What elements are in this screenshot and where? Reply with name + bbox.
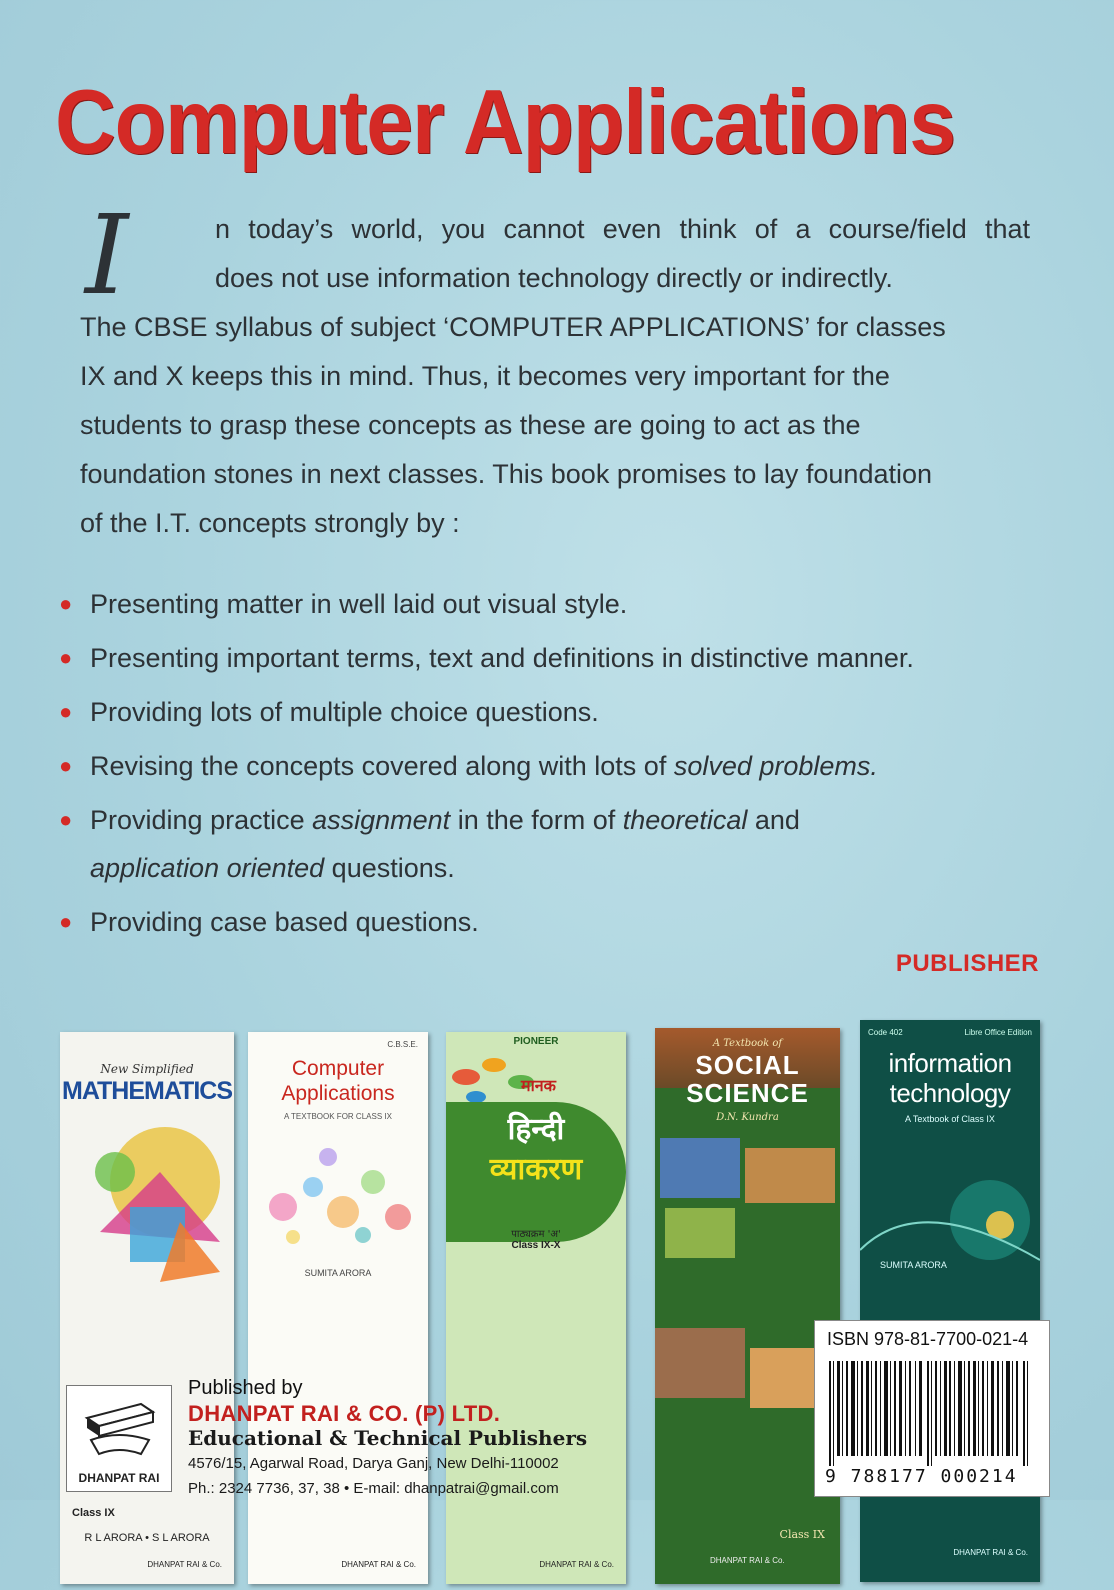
intro-paragraph [80,205,1030,548]
list-item [55,742,1035,790]
list-item-text: Providing case based questions. [90,907,479,937]
cover-edition: Libre Office Edition [964,1028,1032,1037]
isbn-label: ISBN 978-81-7700-021-4 [827,1329,1029,1349]
bullet-icon: ● [59,807,73,832]
cover-class: Class IX-X [511,1240,561,1251]
intro-line: n today’s world, you cannot even think of a course/field that [215,214,1030,244]
list-item-emphasis: theoretical [622,805,748,835]
list-item-text: in the form of [450,805,623,835]
cover-class: Class IX [72,1507,115,1519]
book-stack-icon [81,1396,157,1458]
cover-publisher: DHANPAT RAI & Co. [953,1548,1028,1557]
cover-subtitle: A TEXTBOOK FOR CLASS IX [284,1112,392,1121]
list-item-text: Presenting important terms, text and definitions in distinctive manner. [90,643,914,673]
bullet-icon: ● [59,699,73,724]
cover-publisher: DHANPAT RAI & Co. [147,1560,222,1569]
list-item [55,634,1035,682]
book-cover-hindi-vyakaran [446,1032,626,1584]
geometry-art-icon [70,1112,230,1292]
book-cover-mathematics [60,1032,234,1584]
bullet-icon: ● [59,909,73,934]
list-item-text: Presenting matter in well laid out visual style. [90,589,628,619]
book-cover-computer-applications [248,1032,428,1584]
publisher-name: DHANPAT RAI & CO. (P) LTD. [188,1401,501,1426]
list-item-text: Providing practice [90,805,313,835]
barcode-icon [827,1361,1037,1466]
cover-publisher: DHANPAT RAI & Co. [539,1560,614,1569]
cover-authors: R L ARORA • S L ARORA [84,1532,210,1544]
publisher-contact: Ph.: 2324 7736, 37, 38 • E-mail: dhanpatrai@gmail.com [188,1480,559,1497]
cover-subtitle: A Textbook of Class IX [905,1114,995,1124]
list-item [55,580,1035,628]
imprint-block [188,1376,788,1501]
cover-course: पाठ्यक्रम 'अ' [511,1229,561,1240]
logo-label: DHANPAT RAI [78,1471,160,1485]
related-books [60,1020,1050,1590]
cover-publisher: DHANPAT RAI & Co. [341,1560,416,1569]
cover-kicker: मानक [521,1076,556,1095]
list-item-emphasis: solved problems. [673,751,878,781]
cover-kicker: New Simplified [100,1062,194,1076]
book-cover-information-technology [860,1020,1040,1582]
cover-class: Class IX [779,1528,825,1541]
list-item-emphasis: assignment [312,805,451,835]
cover-title: हिन्दी [507,1112,565,1147]
cover-title: technology [889,1078,1011,1108]
list-item-emphasis: application oriented [90,853,325,883]
book-title: Computer Applications [55,71,955,173]
publisher-logo [66,1385,172,1492]
cover-board: C.B.S.E. [387,1040,418,1049]
cover-title: SOCIAL [695,1050,800,1080]
cover-title: Computer [291,1057,385,1080]
intro-line: does not use information technology directly or indirectly. [215,263,893,293]
intro-line: students to grasp these concepts as these are going to act as the [80,410,861,440]
publisher-tagline: Educational & Technical Publishers [188,1426,588,1450]
cover-publisher: DHANPAT RAI & Co. [710,1556,785,1565]
publisher-signature: PUBLISHER [895,950,1039,977]
published-by-label: Published by [188,1377,303,1399]
bullet-icon: ● [59,753,73,778]
cover-title: MATHEMATICS [62,1077,232,1105]
cover-kicker: A Textbook of [712,1038,783,1049]
list-item-text: and [747,805,800,835]
intro-line: foundation stones in next classes. This book promises to lay foundation [80,459,933,489]
feature-list [55,580,1035,952]
publisher-address: 4576/15, Agarwal Road, Darya Ganj, New Delhi-110002 [188,1455,559,1472]
isbn-barcode-box [814,1320,1050,1497]
intro-line: IX and X keeps this in mind. Thus, it becomes very important for the [80,361,890,391]
collage-art-icon [655,1128,840,1568]
cover-title: Applications [281,1082,395,1105]
barcode-digits: 9 788177 000214 [825,1466,1018,1487]
drop-cap: I [85,191,129,319]
cover-author: SUMITA ARORA [304,1268,372,1278]
intro-line: The CBSE syllabus of subject ‘COMPUTER APPLICATIONS’ for classes [80,312,946,342]
list-item [55,688,1035,736]
list-item-text: Providing lots of multiple choice questions. [90,697,599,727]
list-item-text: questions. [324,853,455,883]
cover-author: D.N. Kundra [716,1112,779,1123]
bullet-icon: ● [59,591,73,616]
cover-series: PIONEER [513,1036,559,1047]
intro-line: of the I.T. concepts strongly by : [80,508,460,538]
cover-title: व्याकरण [489,1152,583,1187]
list-item-text: Revising the concepts covered along with lots of [90,751,674,781]
cover-author: SUMITA ARORA [880,1260,947,1270]
list-item [55,796,1035,892]
app-bubbles-icon [253,1137,423,1247]
bullet-icon: ● [59,645,73,670]
cover-title: SCIENCE [686,1078,809,1108]
cover-title: information [888,1048,1012,1078]
list-item [55,898,1035,946]
cover-code: Code 402 [868,1028,903,1037]
